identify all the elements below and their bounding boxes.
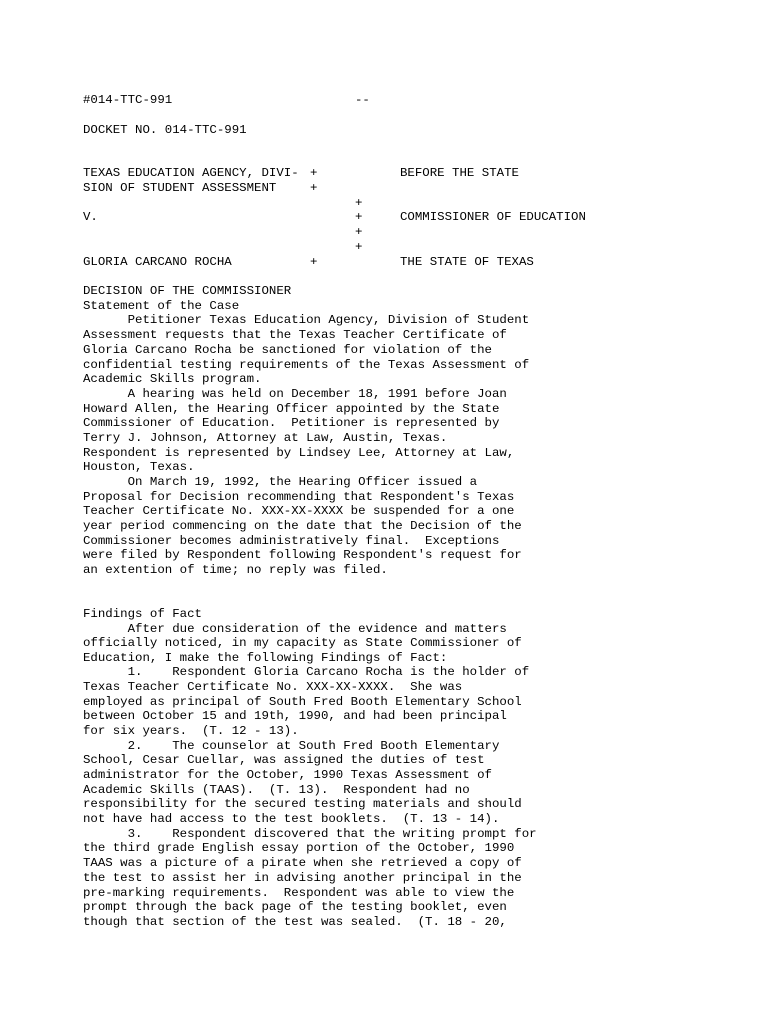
statement-line: Terry J. Johnson, Attorney at Law, Austin, Texas. <box>83 431 448 445</box>
findings-line: the third grade English essay portion of the October, 1990 <box>83 841 515 855</box>
findings-line: officially noticed, in my capacity as State Commissioner of <box>83 636 522 650</box>
findings-line: prompt through the back page of the testing booklet, even <box>83 900 507 914</box>
caption-forum-line-2: COMMISSIONER OF EDUCATION <box>400 210 586 224</box>
statement-line: Howard Allen, the Hearing Officer appointed by the State <box>83 402 500 416</box>
caption-petitioner-line-2: SION OF STUDENT ASSESSMENT <box>83 181 277 195</box>
statement-line: Respondent is represented by Lindsey Lee, Attorney at Law, <box>83 446 515 460</box>
statement-line: were filed by Respondent following Respondent's request for <box>83 548 522 562</box>
findings-line: 1. Respondent Gloria Carcano Rocha is the holder of <box>83 665 530 679</box>
statement-line: Teacher Certificate No. XXX-XX-XXXX be suspended for a one <box>83 504 515 518</box>
caption-plus: + <box>310 166 318 180</box>
statement-line: an extention of time; no reply was filed. <box>83 563 388 577</box>
findings-line: though that section of the test was sealed. (T. 18 - 20, <box>83 915 507 929</box>
statement-line: Commissioner of Education. Petitioner is represented by <box>83 416 500 430</box>
statement-line: Commissioner becomes administratively final. Exceptions <box>83 534 500 548</box>
statement-line: Houston, Texas. <box>83 460 195 474</box>
statement-line: Assessment requests that the Texas Teacher Certificate of <box>83 328 507 342</box>
findings-heading: Findings of Fact <box>83 607 202 621</box>
statement-line: Academic Skills program. <box>83 372 262 386</box>
caption-forum-line-1: BEFORE THE STATE <box>400 166 519 180</box>
statement-line: A hearing was held on December 18, 1991 before Joan <box>83 387 507 401</box>
header-dash: -- <box>355 93 370 107</box>
caption-plus: + <box>355 210 363 224</box>
caption-plus: + <box>355 240 363 254</box>
findings-line: between October 15 and 19th, 1990, and had been principal <box>83 709 507 723</box>
findings-line: 2. The counselor at South Fred Booth Elementary <box>83 739 500 753</box>
statement-heading: Statement of the Case <box>83 299 240 313</box>
findings-line: pre-marking requirements. Respondent was able to view the <box>83 886 515 900</box>
findings-line: School, Cesar Cuellar, was assigned the duties of test <box>83 753 485 767</box>
findings-line: employed as principal of South Fred Booth Elementary School <box>83 695 522 709</box>
caption-forum-line-3: THE STATE OF TEXAS <box>400 255 534 269</box>
caption-petitioner-line-1: TEXAS EDUCATION AGENCY, DIVI- <box>83 166 299 180</box>
findings-line: not have had access to the test booklets. (T. 13 - 14). <box>83 812 500 826</box>
caption-plus: + <box>310 255 318 269</box>
caption-respondent: GLORIA CARCANO ROCHA <box>83 255 232 269</box>
findings-line: 3. Respondent discovered that the writing prompt for <box>83 827 537 841</box>
caption-versus: V. <box>83 210 98 224</box>
statement-line: Petitioner Texas Education Agency, Division of Student <box>83 313 530 327</box>
findings-line: Education, I make the following Findings of Fact: <box>83 651 448 665</box>
statement-line: year period commencing on the date that the Decision of the <box>83 519 522 533</box>
decision-title: DECISION OF THE COMMISSIONER <box>83 284 292 298</box>
findings-line: for six years. (T. 12 - 13). <box>83 724 299 738</box>
statement-line: confidential testing requirements of the Texas Assessment of <box>83 358 530 372</box>
findings-line: TAAS was a picture of a pirate when she retrieved a copy of <box>83 856 522 870</box>
caption-plus: + <box>310 181 318 195</box>
statement-line: Gloria Carcano Rocha be sanctioned for violation of the <box>83 343 492 357</box>
findings-line: administrator for the October, 1990 Texas Assessment of <box>83 768 492 782</box>
statement-line: Proposal for Decision recommending that Respondent's Texas <box>83 490 515 504</box>
findings-line: responsibility for the secured testing materials and should <box>83 797 522 811</box>
findings-line: After due consideration of the evidence and matters <box>83 622 507 636</box>
docket-number: DOCKET NO. 014-TTC-991 <box>83 123 247 137</box>
findings-line: Texas Teacher Certificate No. XXX-XX-XXXX. She was <box>83 680 463 694</box>
caption-plus: + <box>355 225 363 239</box>
findings-line: Academic Skills (TAAS). (T. 13). Respondent had no <box>83 783 470 797</box>
findings-line: the test to assist her in advising another principal in the <box>83 871 522 885</box>
document-number: #014-TTC-991 <box>83 93 173 107</box>
caption-plus: + <box>355 196 363 210</box>
statement-line: On March 19, 1992, the Hearing Officer issued a <box>83 475 478 489</box>
